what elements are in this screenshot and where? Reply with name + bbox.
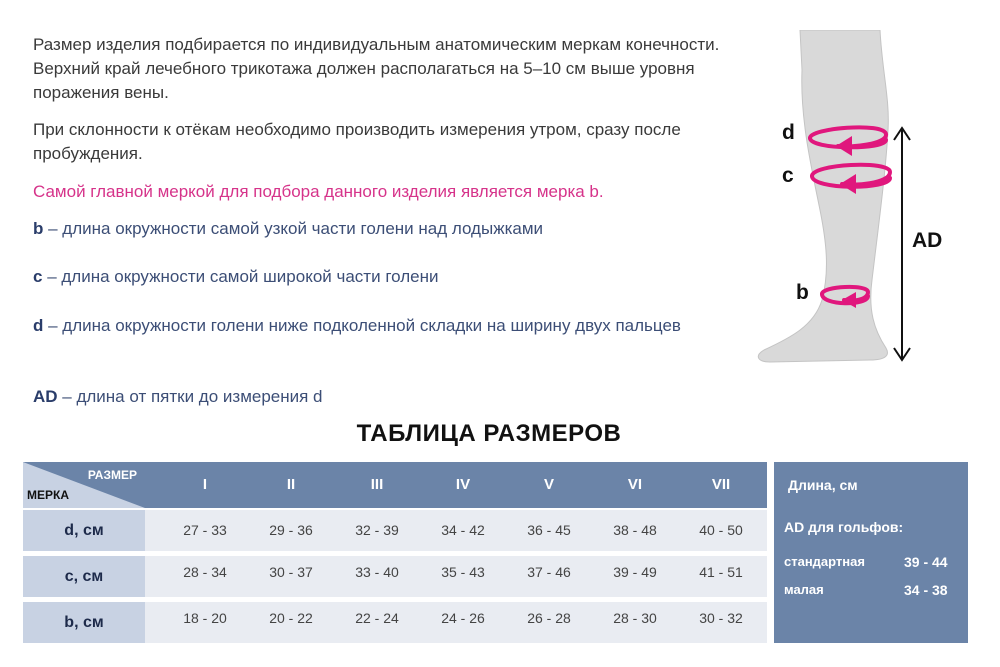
small-value: 34 - 38 [904, 582, 948, 598]
table-cell: 30 - 32 [699, 610, 743, 626]
ad-length-panel [774, 462, 968, 643]
intro-paragraph-1: Размер изделия подбирается по индивидуальным анатомическим меркам конечности. Верхний край лечебного трикотажа должен располагаться на 5–10 см выше уровня поражения вены. [33, 35, 720, 102]
standard-value: 39 - 44 [904, 554, 948, 570]
table-cell: 26 - 28 [527, 610, 571, 626]
table-cell: 40 - 50 [699, 522, 743, 538]
figure-label-c: c [782, 164, 794, 187]
row-label-d: d, см [23, 510, 145, 551]
definition-d [33, 314, 753, 338]
ad-title: AD для гольфов: [784, 519, 904, 535]
table-cell: 24 - 26 [441, 610, 485, 626]
leg-silhouette-icon [758, 30, 888, 362]
table-corner-cell [23, 462, 145, 508]
size-header-V: V [543, 476, 554, 493]
definition-text: – длина окружности голени ниже подколенной складки на ширину двух пальцев [43, 316, 681, 335]
table-cell: 18 - 20 [183, 610, 227, 626]
table-cell: 28 - 34 [183, 564, 227, 580]
intro-paragraph-2: При склонности к отёкам необходимо производить измерения утром, сразу после пробуждения. [33, 120, 681, 163]
definition-text: – длина окружности самой узкой части голени над лодыжками [43, 219, 544, 238]
definition-key: c [33, 267, 43, 286]
size-header-IV: IV [455, 476, 471, 493]
small-label: малая [784, 582, 824, 597]
definition-text: – длина от пятки до измерения d [57, 387, 323, 406]
figure-label-d: d [782, 121, 795, 144]
size-header-III: III [370, 476, 384, 493]
standard-label: стандартная [784, 554, 865, 569]
corner-measure-label: МЕРКА [27, 488, 69, 502]
table-cell: 22 - 24 [355, 610, 399, 626]
leg-illustration [740, 30, 980, 370]
ad-length-arrow-icon [894, 128, 910, 360]
table-cell: 35 - 43 [441, 564, 485, 580]
definition-key: AD [33, 387, 58, 406]
size-header-I: I [202, 476, 208, 493]
length-label: Длина, см [788, 477, 858, 493]
table-cell: 28 - 30 [613, 610, 657, 626]
table-cell: 30 - 37 [269, 564, 313, 580]
table-cell: 36 - 45 [527, 522, 571, 538]
table-cell: 38 - 48 [613, 522, 657, 538]
table-cell: 41 - 51 [699, 564, 743, 580]
table-title: ТАБЛИЦА РАЗМЕРОВ [356, 420, 622, 447]
definition-b [33, 217, 753, 241]
table-cell: 39 - 49 [613, 564, 657, 580]
table-cell: 29 - 36 [269, 522, 313, 538]
corner-size-label: РАЗМЕР [87, 468, 137, 482]
table-cell: 27 - 33 [183, 522, 227, 538]
figure-label-ad: AD [912, 229, 943, 252]
table-cell: 20 - 22 [269, 610, 313, 626]
row-label-b: b, см [23, 602, 145, 643]
definition-text: – длина окружности самой широкой части голени [42, 267, 439, 286]
table-cell: 37 - 46 [527, 564, 571, 580]
size-header-VII: VII [711, 476, 731, 493]
definition-key: b [33, 219, 44, 238]
highlight-note: Самой главной меркой для подбора данного изделия является мерка b. [33, 182, 604, 201]
figure-label-b: b [796, 281, 809, 304]
definition-ad [33, 385, 753, 409]
definition-key: d [33, 316, 44, 335]
definition-c [33, 265, 753, 289]
table-cell: 33 - 40 [355, 564, 399, 580]
table-cell: 32 - 39 [355, 522, 399, 538]
row-label-c: c, см [23, 556, 145, 597]
table-cell: 34 - 42 [441, 522, 485, 538]
size-header-VI: VI [627, 476, 643, 493]
size-header-II: II [286, 476, 296, 493]
